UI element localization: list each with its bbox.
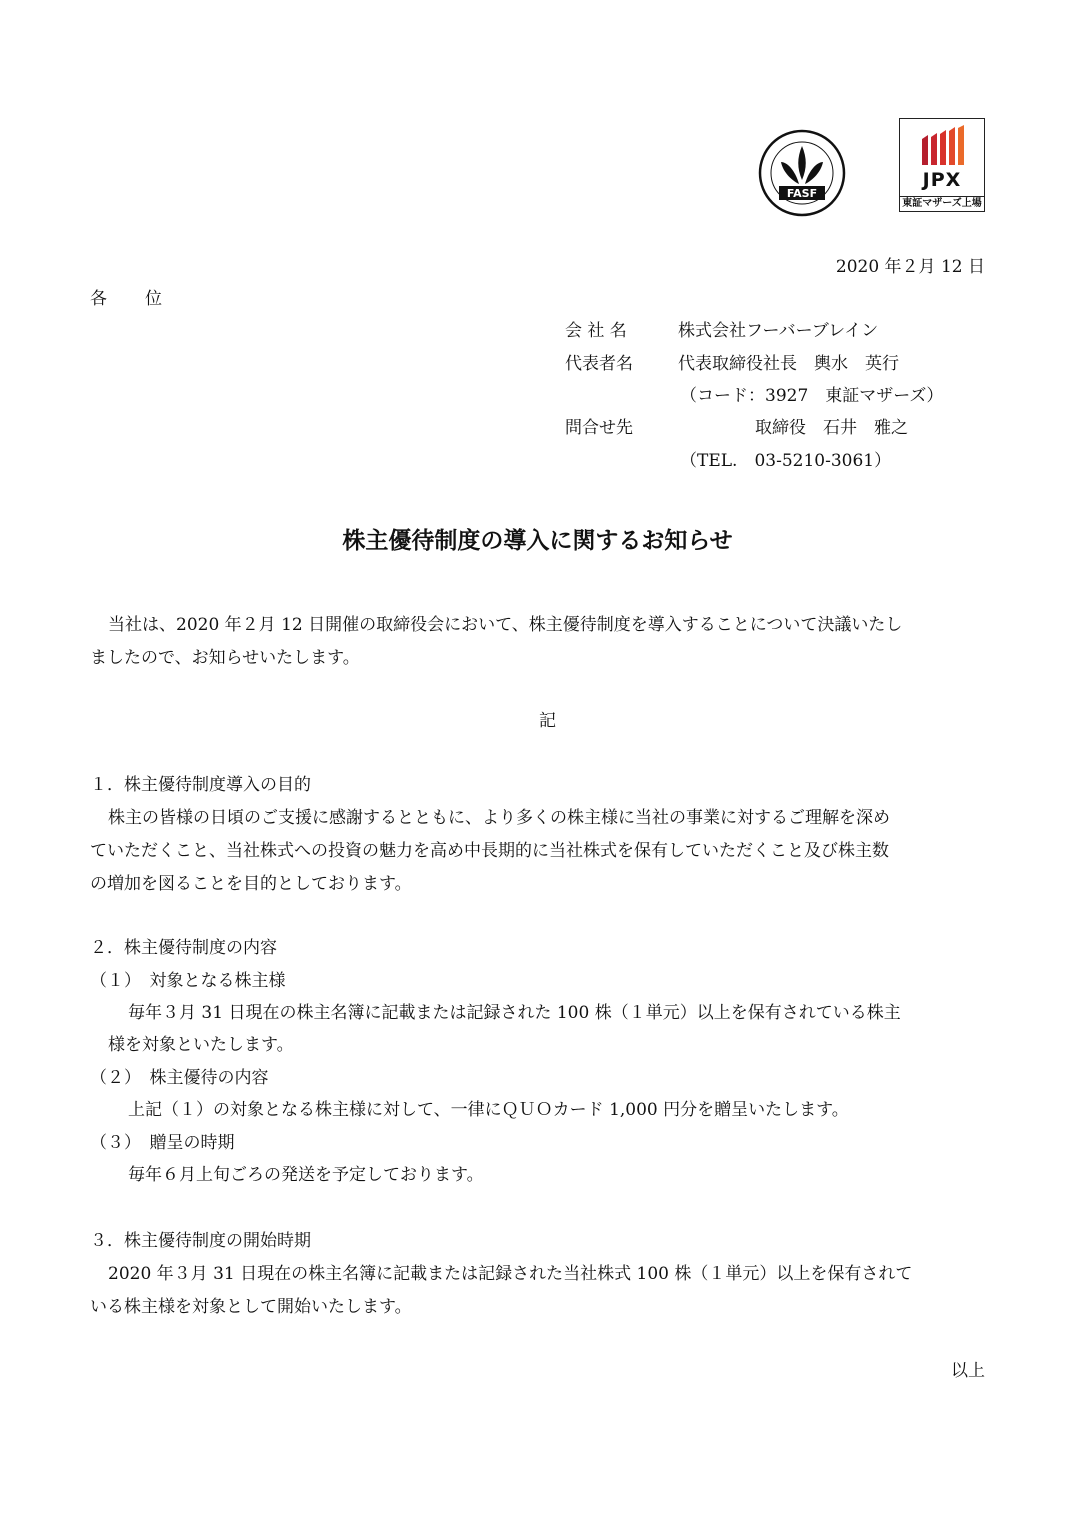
section2-sub1-line-1: 毎年３月 31 日現在の株主名簿に記載または記録された 100 株（１単元）以上を保有されている株主 (128, 1003, 901, 1023)
section1-line-1: 株主の皆様の日頃のご支援に感謝するとともに、より多くの株主様に当社の事業に対するご理解を深め (108, 808, 890, 828)
section1-line-3: の増加を図ることを目的としております。 (90, 874, 412, 894)
section2-sub3-line: 毎年６月上旬ごろの発送を予定しております。 (128, 1165, 484, 1185)
document-date: 2020 年２月 12 日 (835, 257, 985, 277)
addressee (90, 284, 162, 309)
section3-line-1: 2020 年３月 31 日現在の株主名簿に記載または記録された当社株式 100 株（１単元）以上を保有されて (108, 1264, 913, 1284)
section3-line-2: いる株主様を対象として開始いたします。 (90, 1297, 412, 1317)
section2-sub2-line: 上記（１）の対象となる株主様に対して、一律にＱＵＯカード 1,000 円分を贈呈いたします。 (128, 1100, 849, 1120)
company-value: 株式会社フーバーブレイン (678, 321, 879, 341)
section2-sub1-line-2: 様を対象といたします。 (108, 1035, 294, 1055)
addressee-part-2: 位 (145, 289, 162, 309)
section2-sub1-heading: （１） 対象となる株主様 (90, 971, 286, 991)
stock-code: （コード：3927 東証マザーズ） (680, 386, 944, 406)
jpx-logo (899, 118, 985, 212)
intro-line-1: 当社は、2020 年２月 12 日開催の取締役会において、株主優待制度を導入することについて決議いたし (108, 615, 903, 635)
contact-tel: （TEL. 03-5210-3061） (680, 451, 892, 471)
representative-label: 代表者名 (565, 354, 633, 374)
closing-mark: 以上 (951, 1361, 985, 1381)
representative-value: 代表取締役社長 輿水 英行 (678, 354, 899, 374)
section2-sub2-heading: （２） 株主優待の内容 (90, 1068, 269, 1088)
jpx-market-label: 東証マザーズ上場 (900, 196, 984, 211)
logo-area (757, 118, 987, 214)
jpx-bars-icon (920, 125, 966, 167)
section2-heading: ２．株主優待制度の内容 (90, 938, 277, 958)
jpx-label: JPX (922, 169, 962, 191)
company-label: 会 社 名 (565, 321, 627, 341)
addressee-part-1: 各 (90, 289, 107, 309)
fasf-logo (757, 128, 847, 218)
section2-sub3-heading: （３） 贈呈の時期 (90, 1133, 235, 1153)
fasf-label: FASF (786, 187, 818, 200)
contact-label: 問合せ先 (565, 418, 633, 438)
section1-line-2: ていただくこと、当社株式への投資の魅力を高め中長期的に当社株式を保有していただくこと及び株主数 (90, 841, 889, 861)
contact-value: 取締役 石井 雅之 (755, 418, 908, 438)
page-title: 株主優待制度の導入に関するお知らせ (342, 528, 733, 554)
section3-heading: ３．株主優待制度の開始時期 (90, 1231, 311, 1251)
ki-marker: 記 (539, 711, 556, 731)
intro-line-2: ましたので、お知らせいたします。 (90, 648, 360, 668)
section1-heading: １．株主優待制度導入の目的 (90, 775, 311, 795)
